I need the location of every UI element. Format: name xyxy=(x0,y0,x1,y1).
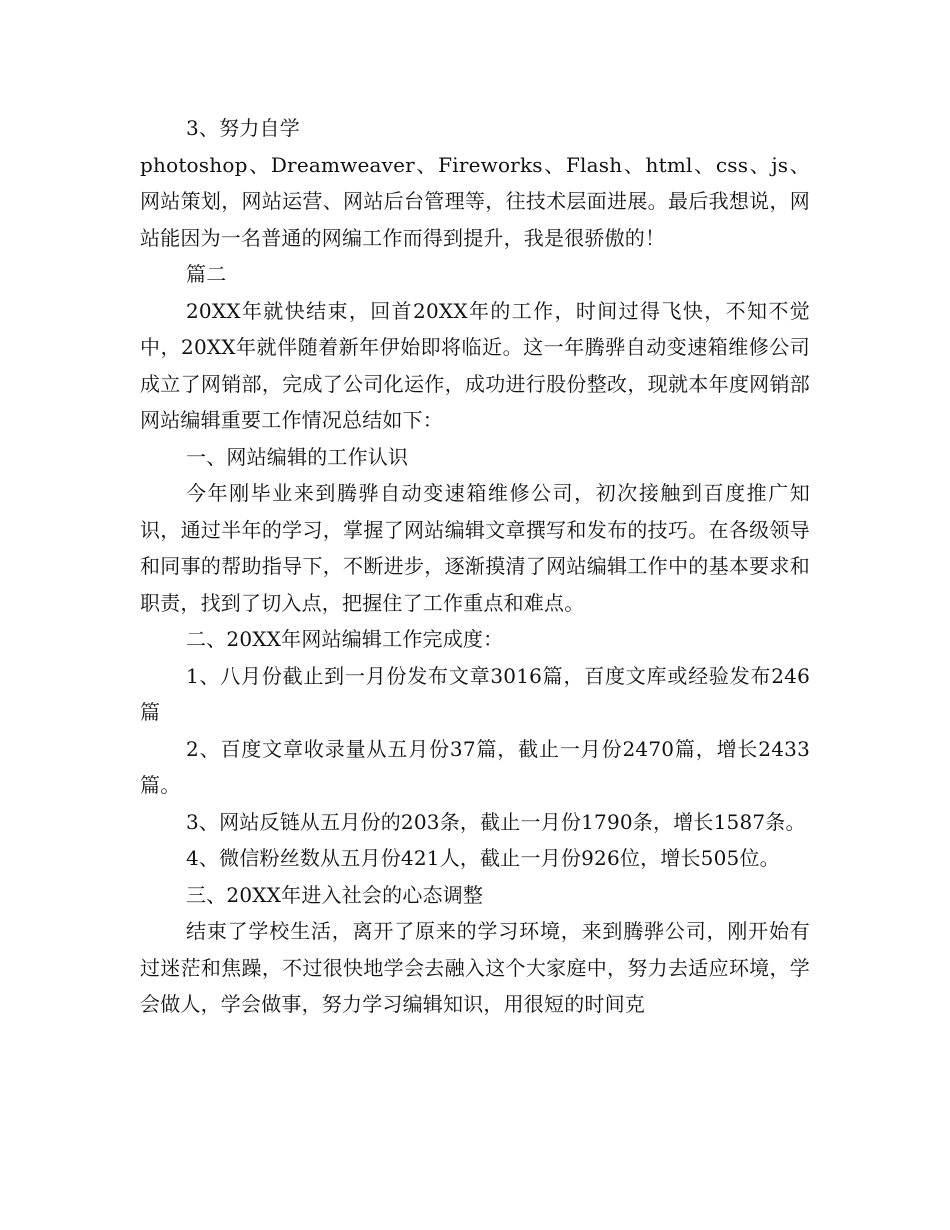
list-item-1: 1、八月份截止到一月份发布文章3016篇，百度文库或经验发布246篇 xyxy=(140,663,810,724)
paragraph-6: 今年刚毕业来到腾骅自动变速箱维修公司，初次接触到百度推广知识，通过半年的学习，掌握了网站编辑文章撰写和发布的技巧。在各级领导和同事的帮助指导下，不断进步，逐渐摸清了网站编辑工作中的基本要求和职责，找到了切入点，把握住了工作重点和难点。 xyxy=(140,481,810,615)
document-page xyxy=(140,110,810,1023)
section-heading-2: 二、20XX年网站编辑工作完成度： xyxy=(186,627,504,651)
paragraph-4: 20XX年就快结束，回首20XX年的工作，时间过得飞快，不知不觉中，20XX年就伴随着新年伊始即将临近。这一年腾骅自动变速箱维修公司成立了网销部，完成了公司化运作，成功进行股份整改，现就本年度网销部网站编辑重要工作情况总结如下： xyxy=(140,298,810,432)
list-item-2: 2、百度文章收录量从五月份37篇，截止一月份2470篇，增长2433篇。 xyxy=(140,736,810,797)
section-heading-3: 三、20XX年进入社会的心态调整 xyxy=(186,882,484,907)
section-heading-part-two: 篇二 xyxy=(186,262,227,286)
paragraph-2: photoshop、Dreamweaver、Fireworks、Flash、html、css、js、网站策划，网站运营、网站后台管理等，往技术层面进展。最后我想说，网站能因为一名普通的网编工作而得到提升，我是很骄傲的！ xyxy=(140,152,810,250)
list-item-4: 4、微信粉丝数从五月份421人，截止一月份926位，增长505位。 xyxy=(186,846,780,870)
list-item-3: 3、网站反链从五月份的203条，截止一月份1790条，增长1587条。 xyxy=(186,809,806,834)
paragraph-13: 结束了学校生活，离开了原来的学习环境，来到腾骅公司，刚开始有过迷茫和焦躁，不过很快地学会去融入这个大家庭中，努力去适应环境，学会做人，学会做事，努力学习编辑知识，用很短的时间克 xyxy=(140,919,810,1016)
section-heading-1: 一、网站编辑的工作认识 xyxy=(186,444,409,469)
paragraph-1: 3、努力自学 xyxy=(186,116,300,140)
